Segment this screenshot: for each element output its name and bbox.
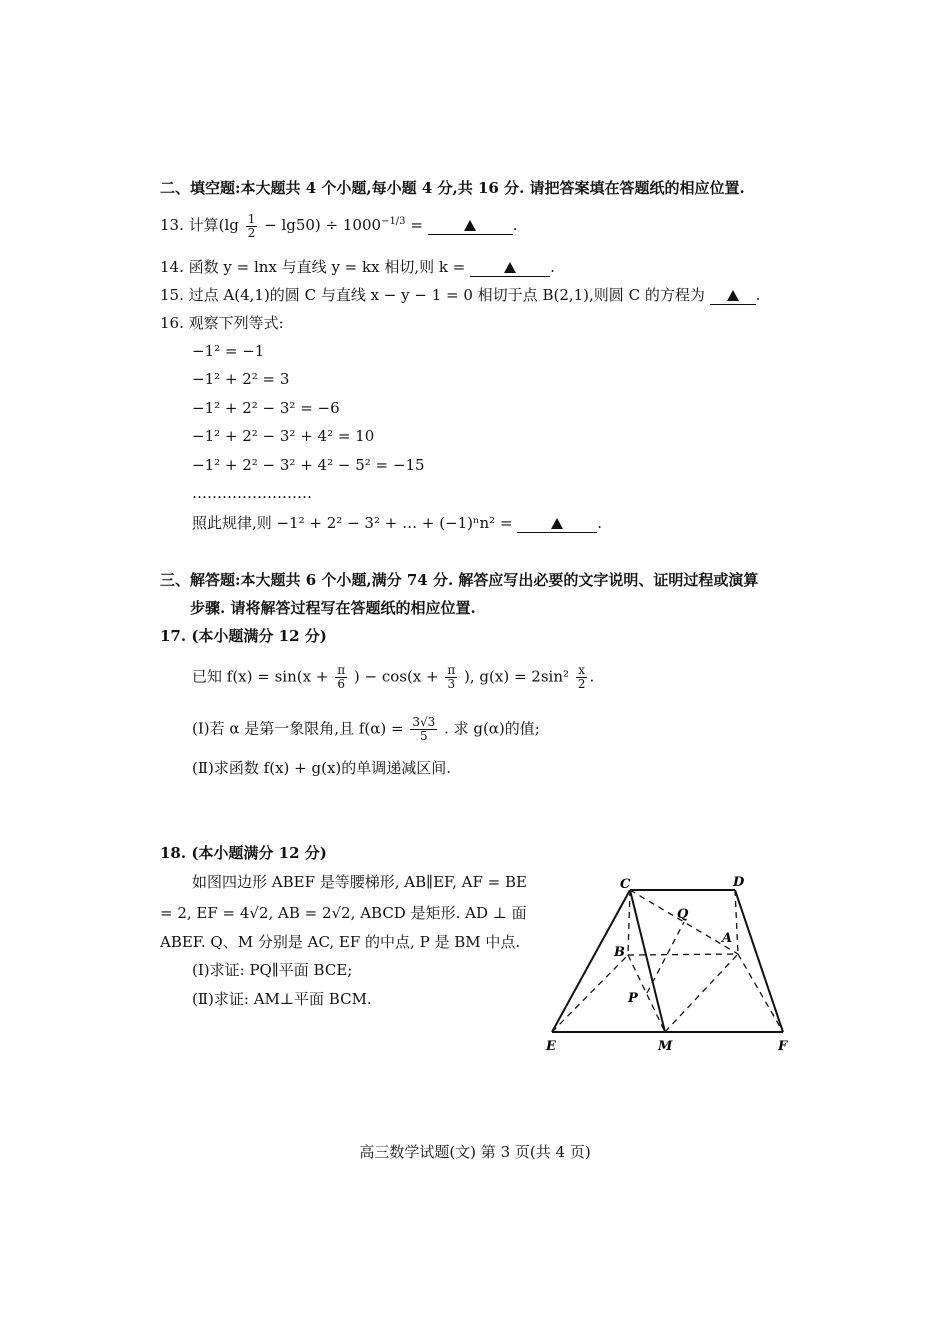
q15-number: 15. [160,286,184,304]
q14-text: 函数 y = lnx 与直线 y = kx 相切,则 k = [188,258,466,276]
q17-part1 [192,716,540,743]
q18-line2: = 2, EF = 4√2, AB = 2√2, ABCD 是矩形. AD ⊥ 面 [160,904,527,922]
answer-blank-16[interactable] [517,514,597,533]
q13-number: 13. [160,216,184,234]
q18-line1: 如图四边形 ABEF 是等腰梯形, AB∥EF, AF = BE [192,873,527,891]
label-E: E [546,1039,556,1054]
q16-eq3: −1² + 2² − 3² = −6 [192,399,340,417]
label-P: P [628,991,638,1006]
segment-MA [665,954,738,1032]
segment-CB [628,890,630,955]
segment-DF [735,890,783,1032]
q16-intro: 观察下列等式: [188,314,284,332]
triangle-icon [551,518,563,529]
triangle-icon [504,262,516,273]
label-A: A [722,931,733,946]
question-15: 15. 过点 A(4,1)的圆 C 与直线 x − y − 1 = 0 相切于点 B(2,1),则圆 C 的方程为 . [160,286,761,304]
q13-mid: − lg50) ÷ 1000 [264,216,382,234]
q17-given-g: ), g(x) = 2sin² [464,667,570,686]
q18-part2: (Ⅱ)求证: AM⊥平面 BCM. [192,990,372,1008]
q13-fraction: $\frac{1}{2}$ [247,211,256,240]
q16-number: 16. [160,314,184,332]
question-13: 13. 计算(lg $\frac{1}{2}$ − $\lg 50) \div 1000^{-1/3}$ = . [160,211,518,240]
label-M: M [658,1039,673,1054]
answer-blank-14[interactable] [470,258,550,277]
q16-dots: …………………… [192,484,312,502]
q16-eq5: −1² + 2² − 3² + 4² − 5² = −15 [192,456,425,474]
segment-EC [552,890,630,1032]
page-footer: 高三数学试题(文) 第 3 页(共 4 页) [359,1143,591,1161]
triangle-icon [727,290,739,301]
segment-CM [630,890,665,1032]
q15-text: 过点 A(4,1)的圆 C 与直线 x − y − 1 = 0 相切于点 B(2,1),则圆 C 的方程为 [188,286,705,304]
answer-blank-15[interactable] [710,286,756,305]
q13-pre: 计算(lg [188,216,239,234]
label-C: C [620,877,631,892]
q13-exponent: −1/3 [381,216,406,227]
section2-heading: 二、填空题:本大题共 4 个小题,每小题 4 分,共 16 分. 请把答案填在答题纸的相应位置. [160,179,745,197]
q17-part1-pre: (Ⅰ)若 α 是第一象限角,且 f(α) = [192,719,404,738]
q18-part1: (Ⅰ)求证: PQ∥平面 BCE; [192,961,353,979]
label-Q: Q [677,907,689,922]
q18-geometry-figure [540,870,800,1060]
segment-EB [552,955,628,1032]
q17-pi-over-3: $\frac{\pi}{3}$ [447,663,456,691]
q17-x-over-2: $\frac{x}{2}$ [577,663,586,691]
section3-heading-line1: 三、解答题:本大题共 6 个小题,满分 74 分. 解答应写出必要的文字说明、证明过程或演算 [160,571,759,589]
label-B: B [614,945,625,960]
section3-heading-line2: 步骤. 请将解答过程写在答题纸的相应位置. [190,599,476,617]
q18-title: 18. (本小题满分 12 分) [160,844,327,862]
q17-title: 17. (本小题满分 12 分) [160,627,327,645]
q16-eq1: −1² = −1 [192,342,265,360]
q16-rule-text: 照此规律,则 −1² + 2² − 3² + … + (−1)ⁿn² = [192,514,513,532]
answer-blank-13[interactable] [428,216,513,235]
label-F: F [778,1039,788,1054]
segment-PQ [647,922,684,993]
segment-BA [628,954,738,955]
q17-given-pre: 已知 f(x) = sin(x + [192,667,329,686]
label-D: D [733,875,745,890]
triangle-icon [464,220,476,231]
q17-part1-post: . 求 g(α)的值; [444,719,540,738]
q16-eq4: −1² + 2² − 3² + 4² = 10 [192,427,375,445]
q18-line3: ABEF. Q、M 分别是 AC, EF 的中点, P 是 BM 中点. [160,933,521,951]
q14-number: 14. [160,258,184,276]
q17-given-mid: ) − cos(x + [353,667,439,686]
q16-eq2: −1² + 2² = 3 [192,370,290,388]
q16-rule: 照此规律,则 −1² + 2² − 3² + … + (−1)ⁿn² = . [192,514,603,532]
q13-post: = [410,216,423,234]
q17-given: 已知 f(x) = sin(x + $\frac{\pi}{6}$ ) − cos(x + $\frac{\pi}{3}$ ), g(x) = 2sin² $\frac{x}{2}$ . [192,663,595,691]
question-16 [160,312,284,334]
q17-part1-fraction: $\frac{3√3}{5}$ [412,715,436,743]
q17-pi-over-6: $\frac{\pi}{6}$ [337,663,346,691]
q17-part2: (Ⅱ)求函数 f(x) + g(x)的单调递减区间. [192,759,452,777]
question-14: 14. 函数 y = lnx 与直线 y = kx 相切,则 k = . [160,258,555,276]
